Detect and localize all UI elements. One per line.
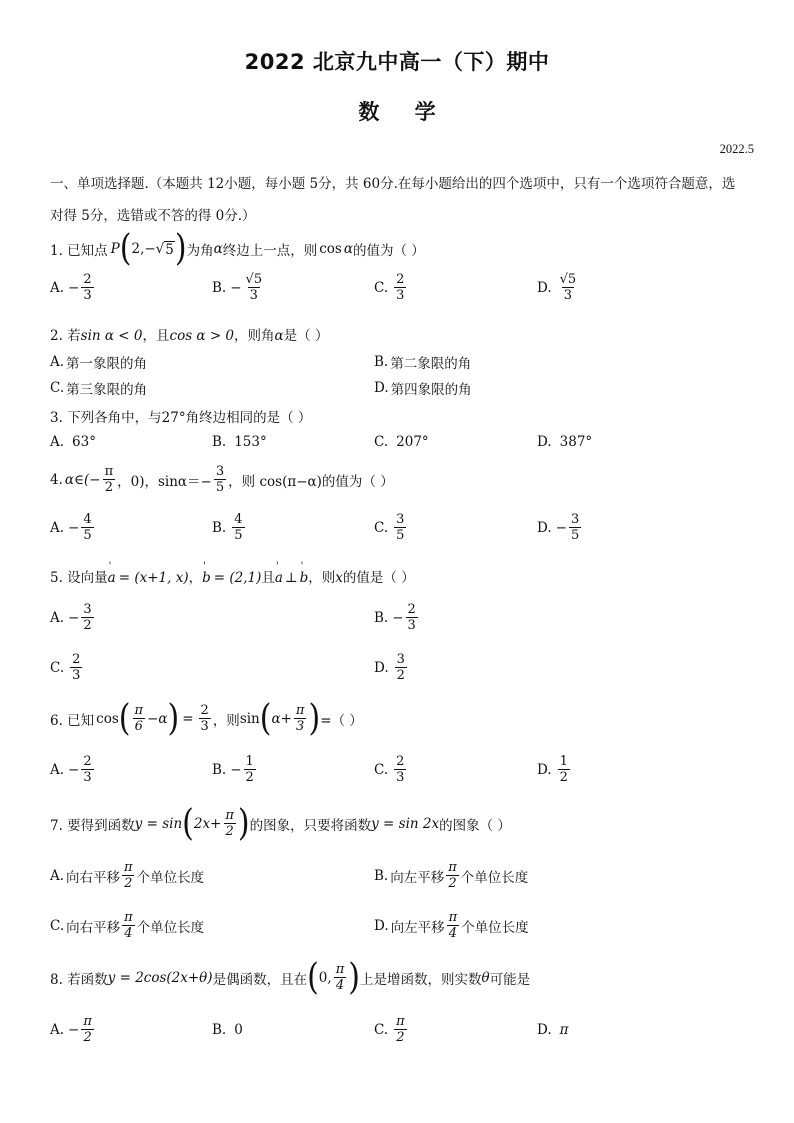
q5-vector-a: ' a — [108, 570, 116, 586]
q6-option-c[interactable]: C. $\frac{2}{3}$ — [374, 754, 405, 785]
q2-option-d[interactable]: D. 第四象限的角 — [374, 380, 472, 398]
q6-option-d[interactable]: D. $\frac{1}{2}$ — [537, 754, 568, 785]
q4-pi-over-2: $\frac{\pi}{2}$ — [104, 464, 114, 495]
q3-option-b[interactable]: B. 153° — [212, 434, 267, 450]
q1-alpha-2: α — [343, 241, 353, 257]
q5-option-a[interactable]: A. − $\frac{3}{2}$ — [50, 602, 92, 633]
q1-option-b-fraction: $\frac{√5}{3}$ — [245, 272, 263, 303]
q1-option-b[interactable]: B. − $\frac{√5}{3}$ — [212, 272, 263, 303]
q4-option-b[interactable]: B. $\frac{4}{5}$ — [212, 512, 243, 543]
question-3: 3. 下列各角中，与27°角终边相同的是（ ） — [50, 410, 312, 426]
q2-cos-condition: cos α > 0 — [169, 328, 235, 344]
q1-option-c-fraction: $\frac{2}{3}$ — [396, 272, 405, 303]
q1-option-a[interactable]: A. − $\frac{2}{3}$ — [50, 272, 92, 303]
q2-option-b[interactable]: B. 第二象限的角 — [374, 354, 472, 372]
q2-sin-condition: sin α < 0 — [80, 328, 143, 344]
q3-option-a[interactable]: A. 63° — [50, 434, 96, 450]
q6-option-a[interactable]: A. − $\frac{2}{3}$ — [50, 754, 92, 785]
exam-title: 2022 北京九中高一（下）期中 — [244, 50, 550, 74]
q1-coord-a: 2, — [131, 241, 145, 257]
q4-option-c[interactable]: C. $\frac{3}{5}$ — [374, 512, 405, 543]
q5-option-d[interactable]: D. $\frac{3}{2}$ — [374, 652, 405, 683]
question-1: 1. 已知点 P ( 2, −√ 5 ) 为角 α 终边上一点，则 cos α 的值为（ ） — [50, 227, 425, 270]
q7-option-d[interactable]: D. 向左平移 $\frac{\pi}{4}$ 个单位长度 — [374, 910, 529, 941]
question-5: 5. 设向量' a = (x+1, x)，' b = (2,1)且' a ⊥' b，则x的值是（ ） — [50, 566, 415, 586]
q1-point: P — [110, 241, 120, 257]
q4-three-fifths: $\frac{3}{5}$ — [215, 464, 225, 495]
question-4: 4. α∈(− $\frac{\pi}{2}$ ，0)，sinα＝− $\frac{3}{5}$ ，则 cos(π−α)的值为（ ） — [50, 464, 394, 495]
q8-option-a[interactable]: A. − $\frac{\pi}{2}$ — [50, 1014, 92, 1045]
q3-option-c[interactable]: C. 207° — [374, 434, 429, 450]
q1-paren-right: ) — [174, 227, 187, 270]
q5-option-c[interactable]: C. $\frac{2}{3}$ — [50, 652, 81, 683]
question-6: 6. 已知 cos ( $\frac{\pi}{6}$ −α ) = $\frac{2}{3}$ ，则 sin ( α+ $\frac{\pi}{3}$ ) =（ ） — [50, 696, 363, 739]
q1-option-d-fraction: $\frac{√5}{3}$ — [559, 272, 577, 303]
q4-option-a[interactable]: A. − $\frac{4}{5}$ — [50, 512, 92, 543]
q5-vector-b: ' b — [202, 570, 211, 586]
exam-subject: 数 学 — [358, 100, 436, 124]
question-2: 2. 若sin α < 0，且cos α > 0，则角α是（ ） — [50, 328, 329, 344]
q1-prefix: 1. 已知点 — [50, 243, 108, 259]
q8-option-d[interactable]: D. π — [537, 1022, 569, 1038]
q1-mid: 为角 — [186, 243, 214, 259]
q1-coord-root: 5 — [165, 241, 174, 258]
q7-option-c[interactable]: C. 向右平移 $\frac{\pi}{4}$ 个单位长度 — [50, 910, 205, 941]
q1-option-d[interactable]: D. $\frac{√5}{3}$ — [537, 272, 577, 303]
q3-option-d[interactable]: D. 387° — [537, 434, 593, 450]
q1-cos: cos — [319, 241, 342, 257]
question-7: 7. 要得到函数 y = sin ( 2x+ $\frac{\pi}{2}$ ) 的图象，只要将函数 y = sin 2x 的图象（ ） — [50, 801, 511, 844]
q1-end: 的值为（ ） — [352, 243, 425, 259]
q7-option-a[interactable]: A. 向右平移 $\frac{\pi}{2}$ 个单位长度 — [50, 860, 205, 891]
q8-option-c[interactable]: C. $\frac{\pi}{2}$ — [374, 1014, 405, 1045]
q8-option-b[interactable]: B. 0 — [212, 1022, 243, 1038]
q1-alpha: α — [213, 241, 223, 257]
q1-rest: 终边上一点，则 — [222, 243, 318, 259]
q7-option-b[interactable]: B. 向左平移 $\frac{\pi}{2}$ 个单位长度 — [374, 860, 529, 891]
section-instructions-line2: 对得 5分，选错或不答的得 0分.） — [50, 208, 256, 224]
exam-date: 2022.5 — [719, 142, 754, 156]
q5-option-b[interactable]: B. − $\frac{2}{3}$ — [374, 602, 416, 633]
q4-option-d[interactable]: D. − $\frac{3}{5}$ — [537, 512, 580, 543]
q6-option-b[interactable]: B. − $\frac{1}{2}$ — [212, 754, 254, 785]
q2-option-c[interactable]: C. 第三象限的角 — [50, 380, 148, 398]
section-instructions-line1: 一、单项选择题.（本题共 12小题，每小题 5分，共 60分.在每小题给出的四个选项中，只有一个选项符合题意，选 — [50, 176, 736, 192]
q1-option-c[interactable]: C. $\frac{2}{3}$ — [374, 272, 405, 303]
q1-paren-left: ( — [119, 227, 132, 270]
question-8: 8. 若函数 y = 2cos(2x+θ) 是偶函数，且在 ( 0, $\frac{\pi}{4}$ ) 上是增函数，则实数 θ 可能是 — [50, 955, 531, 998]
q2-option-a[interactable]: A. 第一象限的角 — [50, 354, 148, 372]
q1-option-a-fraction: $\frac{2}{3}$ — [83, 272, 92, 303]
